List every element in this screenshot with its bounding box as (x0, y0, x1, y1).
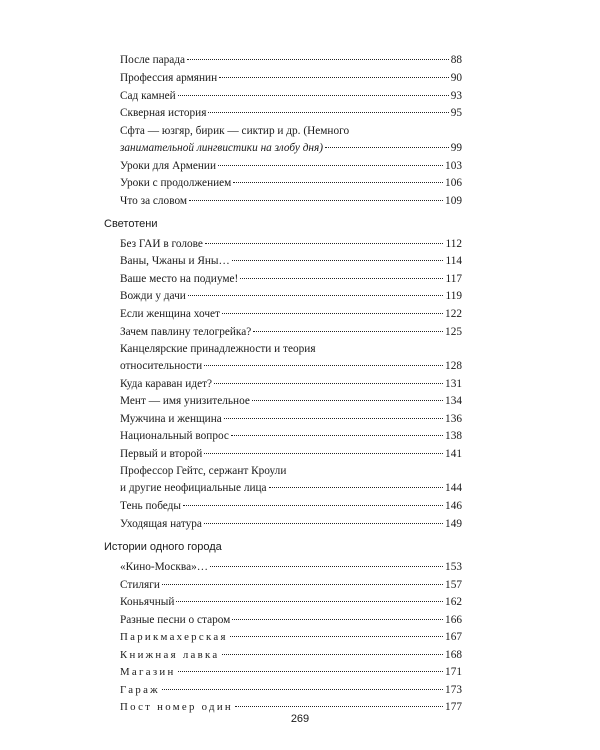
toc-entry-title: После парада (120, 54, 186, 66)
dot-leader (231, 435, 443, 436)
toc-entry (120, 376, 462, 392)
toc-entry-title: Разные песни о старом (120, 614, 231, 626)
dot-leader (235, 706, 443, 707)
toc-entry-page: 128 (445, 360, 462, 372)
dot-leader (214, 383, 443, 384)
toc-entry (120, 393, 462, 409)
toc-entry-title: Что за словом (120, 195, 188, 207)
toc-entry-page: 136 (445, 413, 462, 425)
dot-leader (208, 112, 448, 113)
toc-entry-page: 149 (445, 518, 462, 530)
toc-entry-title: Мужчина и женщина (120, 413, 222, 425)
toc-entry-title: Профессия армянин (120, 72, 218, 84)
dot-leader (210, 566, 443, 567)
toc-entry-page: 157 (445, 579, 462, 591)
toc-entry-title: относительности (120, 360, 203, 372)
toc-entry-title: и другие неофициальные лица (120, 482, 267, 494)
toc-entry-page: 90 (450, 72, 462, 84)
dot-leader (204, 365, 443, 366)
dot-leader (232, 260, 444, 261)
toc-entry-title: Сад камней (120, 90, 176, 102)
toc-entry-page: 112 (445, 238, 462, 250)
toc-entry-page: 99 (450, 142, 462, 154)
toc-entry-title: Гараж (120, 684, 160, 696)
dot-leader (325, 147, 449, 148)
toc-entry (120, 306, 462, 322)
page-number: 269 (290, 713, 310, 725)
toc-entry-page: 119 (445, 290, 462, 302)
dot-leader (222, 654, 444, 655)
dot-leader (178, 95, 449, 96)
dot-leader (187, 59, 449, 60)
toc-entry (120, 480, 462, 496)
toc-entry (120, 682, 462, 698)
toc-entry-title: Ваше место на подиуме! (120, 273, 239, 285)
dot-leader (232, 619, 443, 620)
toc-entry-title: Канцелярские принадлежности и теория (120, 343, 316, 355)
toc-entry-page: 138 (445, 430, 462, 442)
toc-entry-page: 173 (445, 684, 462, 696)
toc-entry-page: 177 (445, 701, 462, 713)
dot-leader (188, 295, 444, 296)
dot-leader (176, 601, 443, 602)
toc-entry (120, 516, 462, 532)
dot-leader (233, 182, 443, 183)
toc-entry (120, 271, 462, 287)
toc-entry-title: занимательной лингвистики на злобу дня) (120, 142, 324, 154)
toc-entry-title: Коньячный (120, 596, 175, 608)
toc-entry-title: Ваны, Чжаны и Яны… (120, 255, 230, 267)
toc-entry (120, 105, 462, 121)
toc-entry-title: Национальный вопрос (120, 430, 229, 442)
toc-entry (120, 70, 462, 86)
toc-entry-page: 167 (445, 631, 462, 643)
toc-entry-page: 144 (445, 482, 462, 494)
toc-entry-page: 88 (450, 54, 462, 66)
dot-leader (240, 278, 443, 279)
toc-entry-page: 166 (445, 614, 462, 626)
dot-leader (162, 584, 443, 585)
toc-entry-page: 117 (445, 273, 462, 285)
dot-leader (178, 671, 444, 672)
toc-entry-first-line (120, 463, 462, 479)
toc-entry (120, 559, 462, 575)
toc-entry-title: Магазин (120, 666, 176, 678)
dot-leader (205, 243, 444, 244)
toc-entry-page: 93 (450, 90, 462, 102)
dot-leader (253, 331, 443, 332)
toc-entry-title: Если женщина хочет (120, 308, 220, 320)
toc-entry-page: 146 (445, 500, 462, 512)
dot-leader (204, 523, 443, 524)
toc-entry-title: Книжная лавка (120, 649, 220, 661)
toc-entry-title: Скверная история (120, 107, 207, 119)
toc-entry-first-line (120, 123, 462, 139)
toc-entry-page: 109 (445, 195, 462, 207)
dot-leader (189, 200, 443, 201)
toc-entry-title: Стиляги (120, 579, 160, 591)
toc-entry-title: Сфта — юзгяр, бирик — сиктир и др. (Немного (120, 125, 350, 137)
toc-entry (120, 140, 462, 156)
toc-entry (120, 175, 462, 191)
dot-leader (224, 418, 443, 419)
toc-entry-title: Пост номер один (120, 701, 234, 713)
section-heading: Светотени (104, 218, 158, 230)
toc-entry (120, 324, 462, 340)
toc-entry (120, 577, 462, 593)
toc-entry (120, 193, 462, 209)
toc-entry-title: Уроки с продолжением (120, 177, 232, 189)
toc-entry (120, 629, 462, 645)
toc-entry-page: 141 (445, 448, 462, 460)
toc-entry (120, 446, 462, 462)
toc-entry-page: 122 (445, 308, 462, 320)
dot-leader (219, 77, 449, 78)
toc-entry (120, 647, 462, 663)
toc-entry-title: Куда караван идет? (120, 378, 213, 390)
toc-entry-title: Парикмахерская (120, 631, 228, 643)
dot-leader (269, 487, 443, 488)
toc-entry-title: Тень победы (120, 500, 182, 512)
toc-entry-title: Вожди у дачи (120, 290, 186, 302)
dot-leader (252, 400, 443, 401)
toc-entry-title: Без ГАИ в голове (120, 238, 203, 250)
dot-leader (230, 636, 443, 637)
dot-leader (162, 689, 443, 690)
toc-entry (120, 88, 462, 104)
toc-entry (120, 288, 462, 304)
toc-entry-page: 131 (445, 378, 462, 390)
toc-entry-title: «Кино-Москва»… (120, 561, 209, 573)
toc-entry-page: 162 (445, 596, 462, 608)
toc-entry (120, 52, 462, 68)
toc-entry (120, 664, 462, 680)
toc-entry-page: 153 (445, 561, 462, 573)
toc-entry-page: 168 (445, 649, 462, 661)
toc-entry-title: Мент — имя унизительное (120, 395, 250, 407)
toc-entry-page: 125 (445, 326, 462, 338)
dot-leader (218, 165, 443, 166)
toc-entry (120, 498, 462, 514)
toc-entry (120, 411, 462, 427)
toc-entry (120, 612, 462, 628)
toc-entry (120, 358, 462, 374)
toc-entry-page: 171 (445, 666, 462, 678)
toc-entry-page: 106 (445, 177, 462, 189)
dot-leader (183, 505, 443, 506)
toc-entry-page: 95 (450, 107, 462, 119)
toc-entry-page: 114 (445, 255, 462, 267)
toc-entry-page: 134 (445, 395, 462, 407)
toc-entry (120, 236, 462, 252)
toc-entry-title: Профессор Гейтс, сержант Кроули (120, 465, 287, 477)
toc-entry-title: Зачем павлину телогрейка? (120, 326, 252, 338)
toc-entry (120, 253, 462, 269)
section-heading: Истории одного города (104, 541, 222, 553)
toc-entry-title: Первый и второй (120, 448, 203, 460)
toc-entry-page: 103 (445, 160, 462, 172)
toc-entry (120, 594, 462, 610)
dot-leader (222, 313, 443, 314)
toc-entry-first-line (120, 341, 462, 357)
toc-entry-title: Уроки для Армении (120, 160, 217, 172)
toc-entry (120, 428, 462, 444)
toc-entry (120, 158, 462, 174)
dot-leader (204, 453, 443, 454)
toc-entry-title: Уходящая натура (120, 518, 202, 530)
